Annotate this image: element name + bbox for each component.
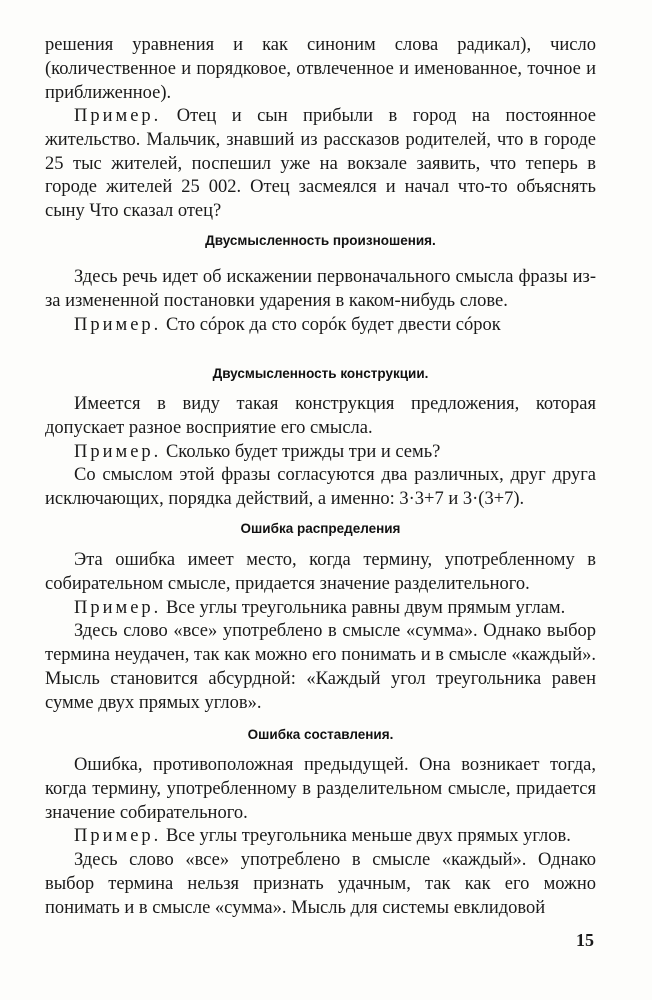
example-text: Отец и сын прибыли в город на постоянное жительство. Мальчик, знавший из рассказов родителей, что в городе 25 тыс жителей, поспешил уже на вокзале заявить, что теперь в городе жителей 25 002. Отец засмеялся и начал что-то объяснять сыну Что сказал отец? [45,106,596,222]
section-body-construction [45,393,596,512]
example-text: Сто сóрок да сто сорóк будет двести сóрок [165,314,501,335]
example-text: Все углы треугольника меньше двух прямых углов. [165,826,571,847]
section-body-distribution [45,549,596,716]
example-lead: Пример. [74,597,162,618]
example-text: Все углы треугольника равны двум прямым углам. [165,597,566,618]
example-lead: Пример. [74,826,162,847]
example-block-1 [45,105,596,224]
section-body-composition [45,754,596,921]
section-heading-distribution: Ошибка распределения [240,521,401,536]
paragraph-example-4 [45,597,596,621]
example-lead: Пример. [74,106,162,126]
example-lead: Пример. [74,314,162,335]
section-heading-construction: Двусмысленность конструкции. [212,366,429,381]
example-lead: Пример. [74,441,162,462]
paragraph-7: Со смыслом этой фразы согласуются два различных, друг друга исключающих, порядка действий, а именно: 3·3+7 и 3·(3+7). [45,465,596,510]
page-number: 15 [576,930,594,950]
paragraph-11: Ошибка, противоположная предыдущей. Она возникает тогда, когда термину, употребленному в разделительном смысле, придается значение собирательного. [45,755,596,823]
paragraph-example-1 [45,105,596,224]
paragraph-example-3 [45,441,596,465]
paragraph-continued [45,34,596,105]
paragraph-13: Здесь слово «все» употреблено в смысле «каждый». Однако выбор термина нельзя признать удачным, так как его можно понимать и в смысле «сумма». Мысль для системы евклидовой [45,850,596,918]
paragraph-1: решения уравнения и как синоним слова радикал), число (количественное и порядковое, отвлеченное и именованное, точное и приближенное). [45,35,596,103]
paragraph-10: Здесь слово «все» употреблено в смысле «сумма». Однако выбор термина неудачен, так как можно его понимать и в смысле «каждый». Мысль становится абсурдной: «Каждый угол треугольника равен сумме двух прямых углов». [45,621,596,713]
section-heading-composition: Ошибка составления. [247,727,394,742]
paragraph-example-2 [45,314,596,338]
paragraph-5: Имеется в виду такая конструкция предложения, которая допускает разное восприятие его смысла. [45,394,596,438]
paragraph-3: Здесь речь идет об искажении первоначального смысла фразы из-за измененной постановки ударения в каком-нибудь слове. [45,267,596,311]
paragraph-8: Эта ошибка имеет место, когда термину, употребленному в собирательном смысле, придается значение разделительного. [45,550,596,594]
paragraph-example-5 [45,825,596,849]
section-body-pronunciation [45,266,596,337]
section-heading-pronunciation: Двусмысленность произношения. [205,233,436,248]
example-text: Сколько будет трижды три и семь? [165,441,441,462]
